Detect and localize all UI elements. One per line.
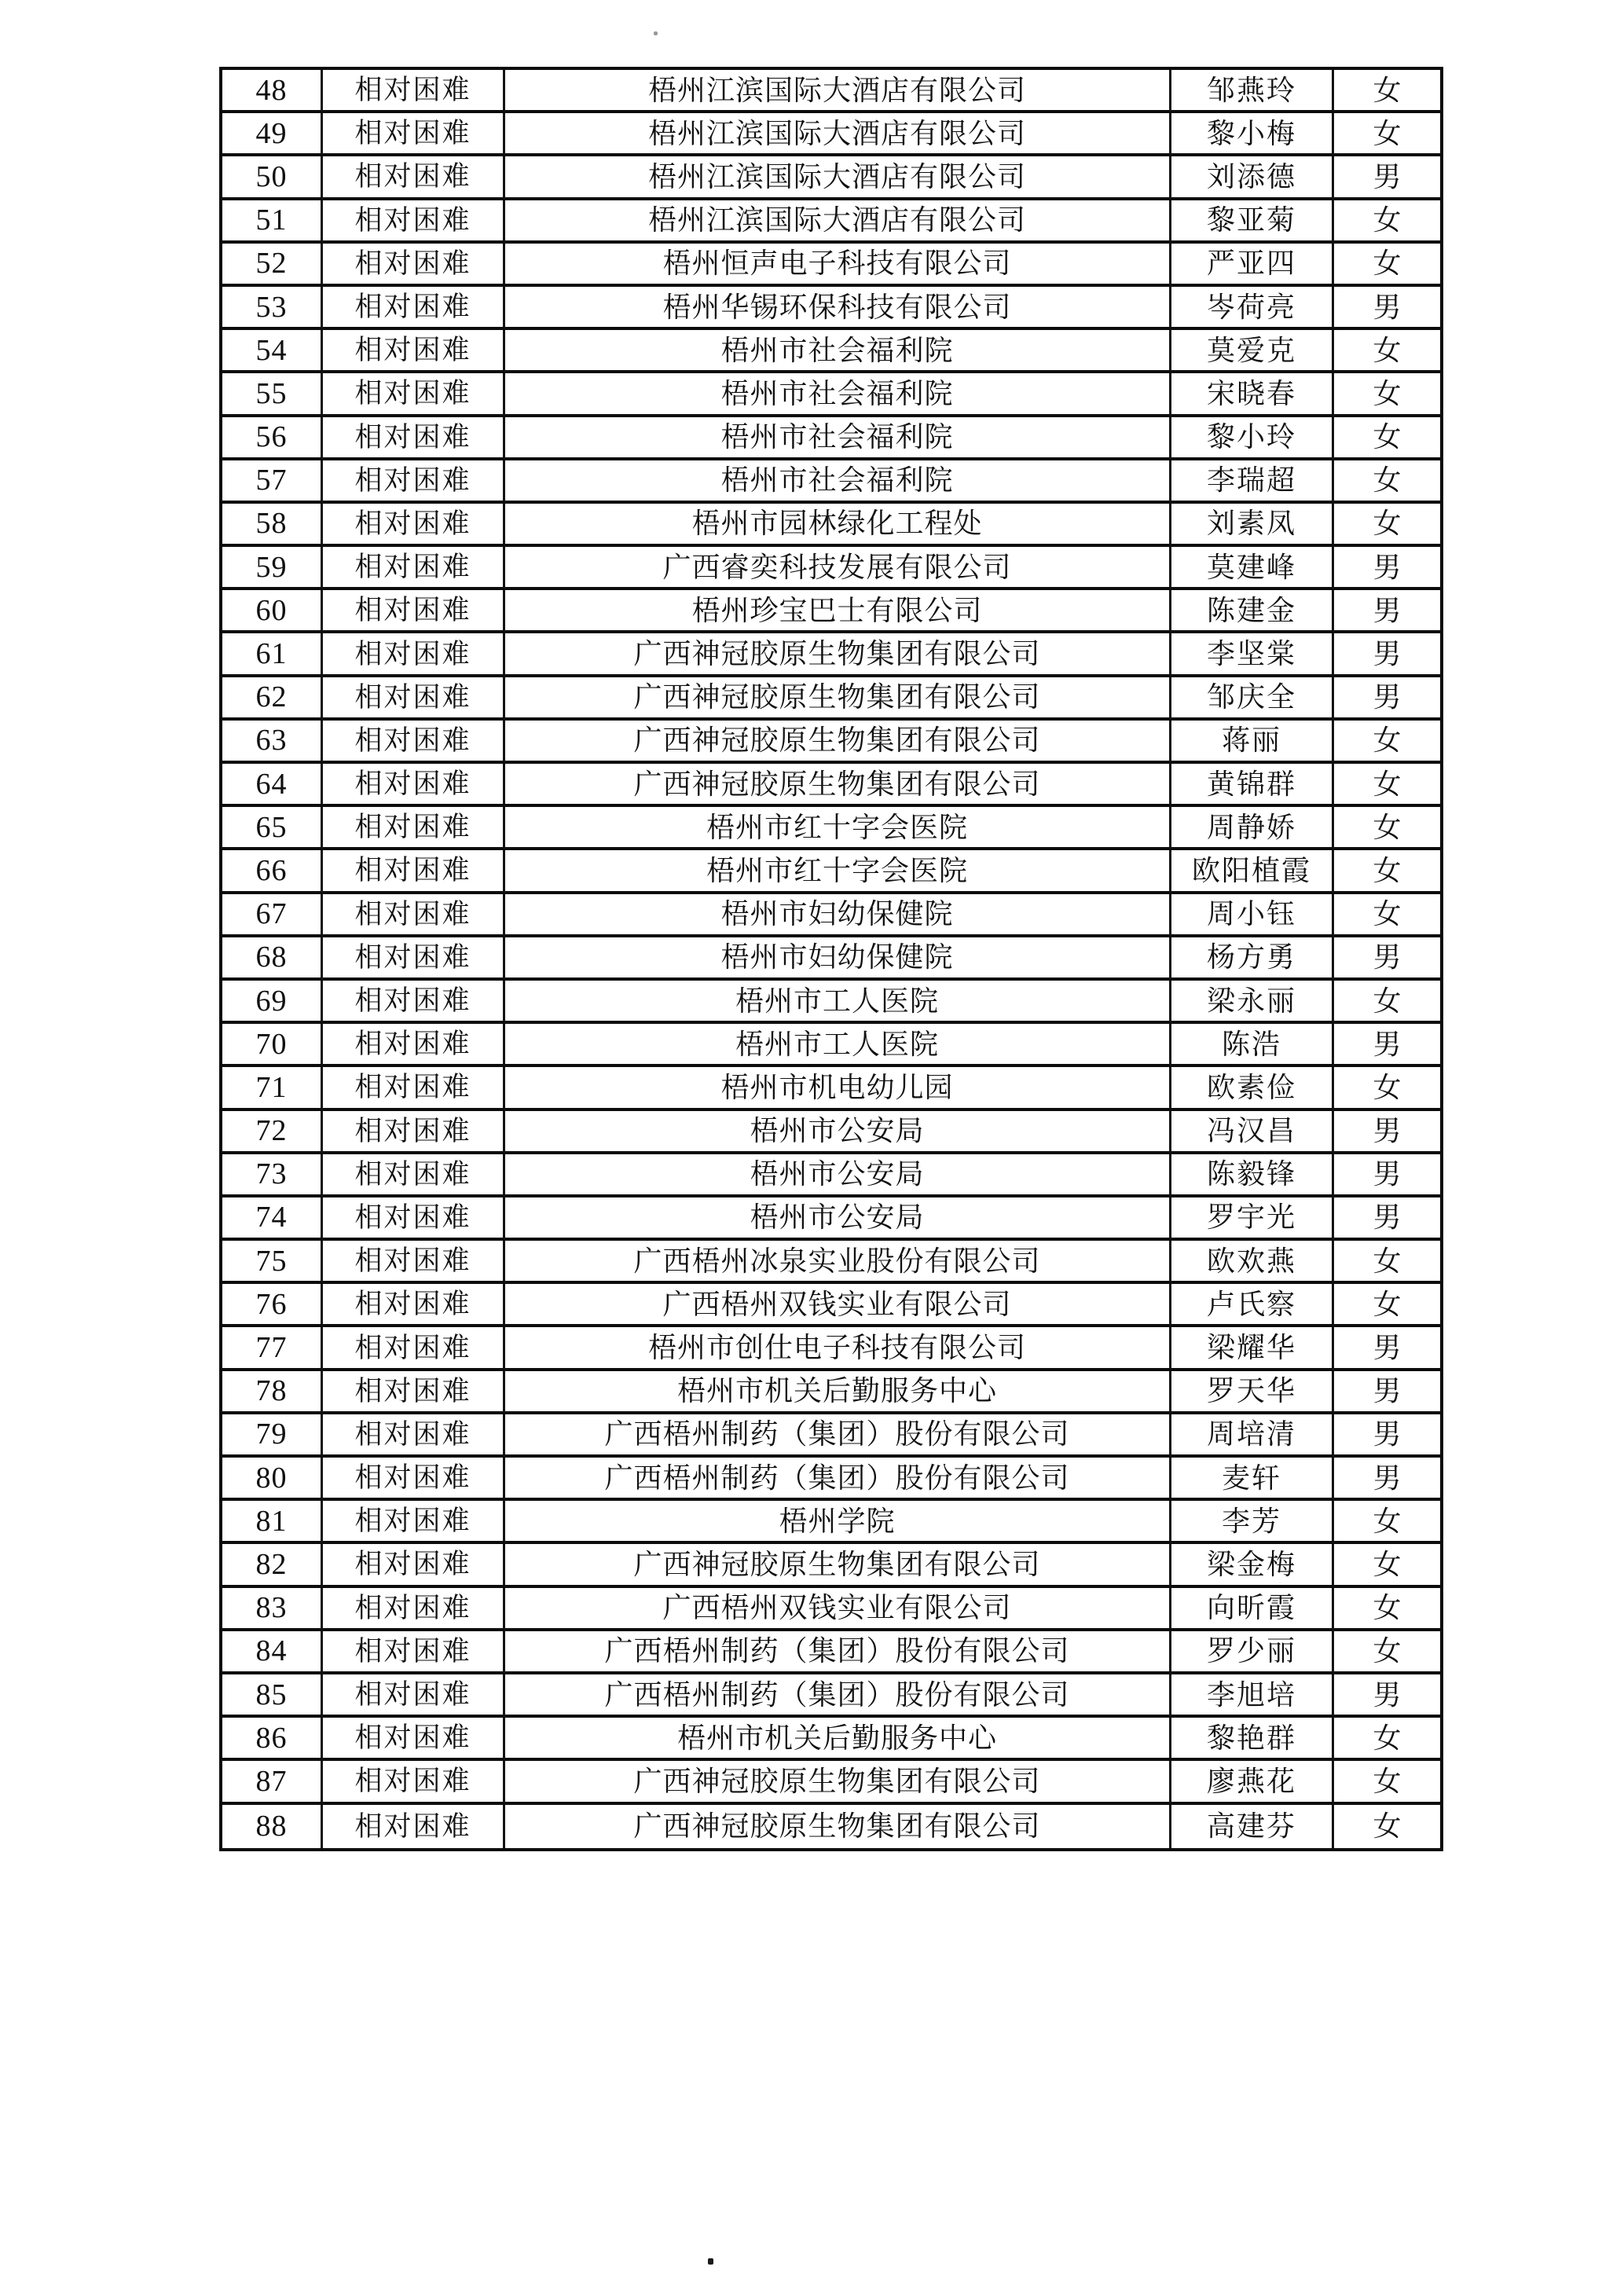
hardship-category: 相对困难 <box>323 287 505 330</box>
hardship-category: 相对困难 <box>323 937 505 981</box>
employer-name: 梧州市妇幼保健院 <box>505 937 1171 981</box>
hardship-category: 相对困难 <box>323 1501 505 1544</box>
row-number: 64 <box>222 764 323 807</box>
person-name: 邹庆全 <box>1171 677 1334 721</box>
hardship-category: 相对困难 <box>323 981 505 1024</box>
person-name: 李旭培 <box>1171 1674 1334 1718</box>
hardship-category: 相对困难 <box>323 721 505 764</box>
person-name: 罗宇光 <box>1171 1198 1334 1241</box>
hardship-category: 相对困难 <box>323 894 505 937</box>
row-number: 76 <box>222 1284 323 1327</box>
hardship-category: 相对困难 <box>323 1458 505 1501</box>
row-number: 56 <box>222 417 323 460</box>
person-name: 蒋丽 <box>1171 721 1334 764</box>
employer-name: 梧州市社会福利院 <box>505 330 1171 373</box>
person-name: 莫建峰 <box>1171 547 1334 590</box>
employer-name: 梧州市机电幼儿园 <box>505 1067 1171 1110</box>
person-name: 欧欢燕 <box>1171 1241 1334 1284</box>
employer-name: 广西梧州制药（集团）股份有限公司 <box>505 1631 1171 1674</box>
row-number: 58 <box>222 504 323 547</box>
gender: 女 <box>1334 373 1440 416</box>
employer-name: 广西神冠胶原生物集团有限公司 <box>505 1805 1171 1848</box>
gender: 女 <box>1334 1631 1440 1674</box>
row-number: 62 <box>222 677 323 721</box>
person-name: 李芳 <box>1171 1501 1334 1544</box>
employer-name: 梧州市社会福利院 <box>505 460 1171 504</box>
row-number: 83 <box>222 1588 323 1631</box>
hardship-category: 相对困难 <box>323 1154 505 1198</box>
person-name: 欧素俭 <box>1171 1067 1334 1110</box>
gender: 男 <box>1334 677 1440 721</box>
gender: 女 <box>1334 1544 1440 1587</box>
gender: 男 <box>1334 1371 1440 1414</box>
gender: 女 <box>1334 417 1440 460</box>
hardship-category: 相对困难 <box>323 1631 505 1674</box>
person-name: 向昕霞 <box>1171 1588 1334 1631</box>
hardship-category: 相对困难 <box>323 764 505 807</box>
person-name: 黎亚菊 <box>1171 200 1334 244</box>
gender: 女 <box>1334 807 1440 850</box>
person-name: 卢氏察 <box>1171 1284 1334 1327</box>
employer-name: 广西梧州双钱实业有限公司 <box>505 1588 1171 1631</box>
row-number: 80 <box>222 1458 323 1501</box>
employer-name: 梧州江滨国际大酒店有限公司 <box>505 113 1171 156</box>
gender: 女 <box>1334 1718 1440 1761</box>
hardship-category: 相对困难 <box>323 330 505 373</box>
gender: 女 <box>1334 1761 1440 1804</box>
person-name: 陈毅锋 <box>1171 1154 1334 1198</box>
employer-name: 广西梧州制药（集团）股份有限公司 <box>505 1414 1171 1458</box>
row-number: 53 <box>222 287 323 330</box>
row-number: 52 <box>222 244 323 287</box>
row-number: 67 <box>222 894 323 937</box>
row-number: 66 <box>222 850 323 893</box>
row-number: 54 <box>222 330 323 373</box>
person-name: 严亚四 <box>1171 244 1334 287</box>
person-name: 周静娇 <box>1171 807 1334 850</box>
hardship-category: 相对困难 <box>323 373 505 416</box>
hardship-category: 相对困难 <box>323 547 505 590</box>
person-name: 梁永丽 <box>1171 981 1334 1024</box>
person-name: 杨方勇 <box>1171 937 1334 981</box>
row-number: 79 <box>222 1414 323 1458</box>
gender: 女 <box>1334 460 1440 504</box>
hardship-category: 相对困难 <box>323 156 505 200</box>
gender: 女 <box>1334 200 1440 244</box>
hardship-category: 相对困难 <box>323 1588 505 1631</box>
hardship-category: 相对困难 <box>323 1718 505 1761</box>
hardship-category: 相对困难 <box>323 633 505 677</box>
row-number: 87 <box>222 1761 323 1804</box>
person-name: 欧阳植霞 <box>1171 850 1334 893</box>
hardship-category: 相对困难 <box>323 1761 505 1804</box>
hardship-category: 相对困难 <box>323 1371 505 1414</box>
employer-name: 广西神冠胶原生物集团有限公司 <box>505 1544 1171 1587</box>
gender: 男 <box>1334 1414 1440 1458</box>
gender: 男 <box>1334 1024 1440 1067</box>
employer-name: 梧州珍宝巴士有限公司 <box>505 590 1171 633</box>
row-number: 55 <box>222 373 323 416</box>
hardship-category: 相对困难 <box>323 1805 505 1848</box>
employer-name: 广西神冠胶原生物集团有限公司 <box>505 677 1171 721</box>
person-name: 莫爱克 <box>1171 330 1334 373</box>
employer-name: 梧州市园林绿化工程处 <box>505 504 1171 547</box>
row-number: 88 <box>222 1805 323 1848</box>
gender: 男 <box>1334 547 1440 590</box>
row-number: 68 <box>222 937 323 981</box>
gender: 男 <box>1334 590 1440 633</box>
person-name: 李瑞超 <box>1171 460 1334 504</box>
gender: 女 <box>1334 113 1440 156</box>
employer-name: 广西神冠胶原生物集团有限公司 <box>505 721 1171 764</box>
row-number: 77 <box>222 1327 323 1370</box>
hardship-category: 相对困难 <box>323 590 505 633</box>
row-number: 63 <box>222 721 323 764</box>
row-number: 61 <box>222 633 323 677</box>
row-number: 65 <box>222 807 323 850</box>
gender: 男 <box>1334 1111 1440 1154</box>
hardship-category: 相对困难 <box>323 200 505 244</box>
gender: 男 <box>1334 1674 1440 1718</box>
gender: 女 <box>1334 330 1440 373</box>
scan-speck <box>654 31 658 35</box>
person-name: 高建芬 <box>1171 1805 1334 1848</box>
employer-name: 梧州市社会福利院 <box>505 373 1171 416</box>
employer-name: 梧州学院 <box>505 1501 1171 1544</box>
employer-name: 梧州市社会福利院 <box>505 417 1171 460</box>
hardship-category: 相对困难 <box>323 1414 505 1458</box>
person-name: 刘添德 <box>1171 156 1334 200</box>
person-name: 陈建金 <box>1171 590 1334 633</box>
hardship-category: 相对困难 <box>323 677 505 721</box>
hardship-category: 相对困难 <box>323 1198 505 1241</box>
employer-name: 梧州市工人医院 <box>505 1024 1171 1067</box>
hardship-category: 相对困难 <box>323 1241 505 1284</box>
gender: 女 <box>1334 70 1440 113</box>
row-number: 59 <box>222 547 323 590</box>
person-name: 刘素凤 <box>1171 504 1334 547</box>
row-number: 73 <box>222 1154 323 1198</box>
person-name: 黄锦群 <box>1171 764 1334 807</box>
employer-name: 梧州江滨国际大酒店有限公司 <box>505 70 1171 113</box>
gender: 男 <box>1334 1458 1440 1501</box>
gender: 女 <box>1334 721 1440 764</box>
employer-name: 梧州市公安局 <box>505 1154 1171 1198</box>
hardship-category: 相对困难 <box>323 1024 505 1067</box>
person-name: 麦轩 <box>1171 1458 1334 1501</box>
hardship-category: 相对困难 <box>323 70 505 113</box>
gender: 女 <box>1334 1241 1440 1284</box>
employer-name: 梧州市公安局 <box>505 1198 1171 1241</box>
employer-name: 广西神冠胶原生物集团有限公司 <box>505 1761 1171 1804</box>
row-number: 72 <box>222 1111 323 1154</box>
person-name: 陈浩 <box>1171 1024 1334 1067</box>
employer-name: 梧州市机关后勤服务中心 <box>505 1718 1171 1761</box>
person-name: 梁金梅 <box>1171 1544 1334 1587</box>
gender: 男 <box>1334 633 1440 677</box>
employer-name: 广西梧州制药（集团）股份有限公司 <box>505 1674 1171 1718</box>
hardship-category: 相对困难 <box>323 1327 505 1370</box>
row-number: 50 <box>222 156 323 200</box>
hardship-roster-table <box>219 67 1443 1851</box>
employer-name: 广西梧州制药（集团）股份有限公司 <box>505 1458 1171 1501</box>
row-number: 49 <box>222 113 323 156</box>
row-number: 78 <box>222 1371 323 1414</box>
employer-name: 梧州市工人医院 <box>505 981 1171 1024</box>
employer-name: 梧州市妇幼保健院 <box>505 894 1171 937</box>
row-number: 82 <box>222 1544 323 1587</box>
person-name: 冯汉昌 <box>1171 1111 1334 1154</box>
person-name: 周小钰 <box>1171 894 1334 937</box>
gender: 女 <box>1334 764 1440 807</box>
person-name: 罗少丽 <box>1171 1631 1334 1674</box>
employer-name: 梧州市公安局 <box>505 1111 1171 1154</box>
row-number: 48 <box>222 70 323 113</box>
row-number: 69 <box>222 981 323 1024</box>
period-mark <box>708 2258 713 2265</box>
employer-name: 梧州市红十字会医院 <box>505 807 1171 850</box>
hardship-category: 相对困难 <box>323 1284 505 1327</box>
row-number: 71 <box>222 1067 323 1110</box>
employer-name: 广西神冠胶原生物集团有限公司 <box>505 633 1171 677</box>
person-name: 罗天华 <box>1171 1371 1334 1414</box>
row-number: 70 <box>222 1024 323 1067</box>
hardship-category: 相对困难 <box>323 850 505 893</box>
person-name: 廖燕花 <box>1171 1761 1334 1804</box>
hardship-category: 相对困难 <box>323 1067 505 1110</box>
row-number: 57 <box>222 460 323 504</box>
person-name: 邹燕玲 <box>1171 70 1334 113</box>
gender: 女 <box>1373 1810 1402 1843</box>
gender: 女 <box>1334 504 1440 547</box>
gender: 女 <box>1334 850 1440 893</box>
employer-name: 梧州市机关后勤服务中心 <box>505 1371 1171 1414</box>
employer-name: 广西梧州冰泉实业股份有限公司 <box>505 1241 1171 1284</box>
employer-name: 梧州市创仕电子科技有限公司 <box>505 1327 1171 1370</box>
person-name: 宋晓春 <box>1171 373 1334 416</box>
employer-name: 广西睿奕科技发展有限公司 <box>505 547 1171 590</box>
hardship-category: 相对困难 <box>323 1674 505 1718</box>
employer-name: 广西神冠胶原生物集团有限公司 <box>505 764 1171 807</box>
person-name: 李坚棠 <box>1171 633 1334 677</box>
person-name: 岑荷亮 <box>1171 287 1334 330</box>
gender: 男 <box>1334 156 1440 200</box>
employer-name: 梧州江滨国际大酒店有限公司 <box>505 156 1171 200</box>
gender: 女 <box>1334 1067 1440 1110</box>
hardship-category: 相对困难 <box>323 807 505 850</box>
gender: 女 <box>1334 244 1440 287</box>
row-number: 84 <box>222 1631 323 1674</box>
employer-name: 梧州恒声电子科技有限公司 <box>505 244 1171 287</box>
gender: 女 <box>1334 1588 1440 1631</box>
hardship-category: 相对困难 <box>323 244 505 287</box>
gender: 男 <box>1334 937 1440 981</box>
row-number: 86 <box>222 1718 323 1761</box>
gender: 男 <box>1334 287 1440 330</box>
row-number: 85 <box>222 1674 323 1718</box>
hardship-category: 相对困难 <box>323 460 505 504</box>
row-number: 51 <box>222 200 323 244</box>
person-name: 周培清 <box>1171 1414 1334 1458</box>
row-number: 60 <box>222 590 323 633</box>
hardship-category: 相对困难 <box>323 113 505 156</box>
gender: 女 <box>1334 1501 1440 1544</box>
employer-name: 梧州华锡环保科技有限公司 <box>505 287 1171 330</box>
employer-name: 广西梧州双钱实业有限公司 <box>505 1284 1171 1327</box>
person-name: 黎艳群 <box>1171 1718 1334 1761</box>
hardship-category: 相对困难 <box>323 504 505 547</box>
row-number: 81 <box>222 1501 323 1544</box>
row-number: 74 <box>222 1198 323 1241</box>
gender: 女 <box>1334 981 1440 1024</box>
row-number: 75 <box>222 1241 323 1284</box>
hardship-category: 相对困难 <box>323 1111 505 1154</box>
person-name: 黎小梅 <box>1171 113 1334 156</box>
hardship-category: 相对困难 <box>323 1544 505 1587</box>
person-name: 梁耀华 <box>1171 1327 1334 1370</box>
employer-name: 梧州江滨国际大酒店有限公司 <box>505 200 1171 244</box>
gender: 男 <box>1334 1154 1440 1198</box>
gender: 男 <box>1334 1198 1440 1241</box>
person-name: 黎小玲 <box>1171 417 1334 460</box>
gender: 女 <box>1334 894 1440 937</box>
gender: 女 <box>1334 1284 1440 1327</box>
hardship-category: 相对困难 <box>323 417 505 460</box>
employer-name: 梧州市红十字会医院 <box>505 850 1171 893</box>
gender: 男 <box>1334 1327 1440 1370</box>
